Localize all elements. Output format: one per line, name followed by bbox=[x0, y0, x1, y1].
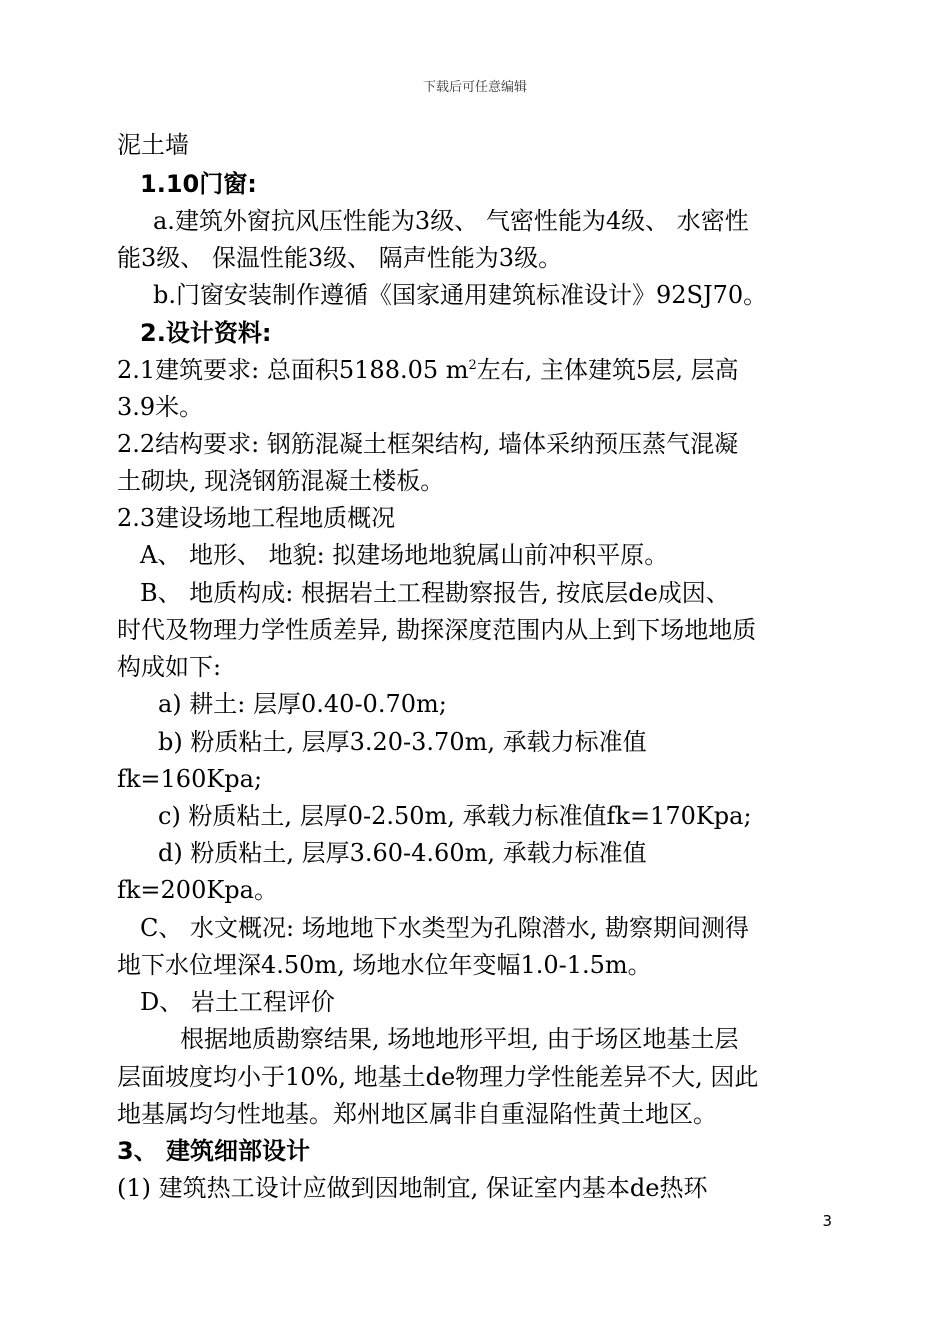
text-line: 地基属均匀性地基。郑州地区属非自重湿陷性黄土地区。 bbox=[117, 1100, 717, 1128]
text-line: c) 粉质粘土, 层厚0-2.50m, 承载力标准值fk=170Kpa; bbox=[158, 802, 752, 830]
text-line: 2.2结构要求: 钢筋混凝土框架结构, 墙体采纳预压蒸气混凝 bbox=[117, 430, 739, 458]
text-line: b.门窗安装制作遵循《国家通用建筑标准设计》92SJ70。 bbox=[153, 281, 768, 309]
text-line: 时代及物理力学性质差异, 勘探深度范围内从上到下场地地质 bbox=[117, 616, 757, 644]
section-heading: 3、 建筑细部设计 bbox=[117, 1137, 311, 1165]
text-line: (1) 建筑热工设计应做到因地制宜, 保证室内基本de热环 bbox=[117, 1174, 708, 1202]
text-line: 泥土墙 bbox=[117, 131, 189, 159]
text-line: 2.3建设场地工程地质概况 bbox=[117, 504, 396, 532]
page-number: 3 bbox=[822, 1212, 832, 1230]
section-heading: 2.设计资料: bbox=[140, 319, 272, 347]
text-line: fk=200Kpa。 bbox=[117, 876, 278, 904]
text-line: b) 粉质粘土, 层厚3.20-3.70m, 承载力标准值 bbox=[158, 728, 647, 756]
text-line: B、 地质构成: 根据岩土工程勘察报告, 按底层de成因、 bbox=[140, 579, 730, 607]
text-line: 构成如下: bbox=[117, 653, 222, 681]
text-line: 层面坡度均小于10%, 地基土de物理力学性能差异不大, 因此 bbox=[117, 1063, 759, 1091]
text-fragment: 2.1建筑要求: 总面积5188.05 m bbox=[117, 356, 469, 384]
text-line: 根据地质勘察结果, 场地地形平坦, 由于场区地基土层 bbox=[180, 1025, 739, 1053]
section-heading: 1.10门窗: bbox=[140, 170, 257, 198]
text-line: 地下水位埋深4.50m, 场地水位年变幅1.0-1.5m。 bbox=[117, 951, 652, 979]
text-line: 3.9米。 bbox=[117, 393, 204, 421]
page-header: 下载后可任意编辑 bbox=[422, 80, 527, 95]
text-line: 能3级、 保温性能3级、 隔声性能为3级。 bbox=[117, 244, 563, 272]
text-line: A、 地形、 地貌: 拟建场地地貌属山前冲积平原。 bbox=[140, 541, 669, 569]
text-line: D、 岩土工程评价 bbox=[140, 988, 335, 1016]
text-line: 土砌块, 现浇钢筋混凝土楼板。 bbox=[117, 467, 445, 495]
text-line bbox=[117, 355, 739, 385]
text-line: C、 水文概况: 场地地下水类型为孔隙潜水, 勘察期间测得 bbox=[140, 914, 749, 942]
text-line: fk=160Kpa; bbox=[117, 765, 263, 793]
text-line: d) 粉质粘土, 层厚3.60-4.60m, 承载力标准值 bbox=[158, 839, 647, 867]
text-line: a.建筑外窗抗风压性能为3级、 气密性能为4级、 水密性 bbox=[153, 207, 749, 235]
text-line: a) 耕土: 层厚0.40-0.70m; bbox=[158, 690, 447, 718]
text-fragment: 左右, 主体建筑5层, 层高 bbox=[476, 356, 739, 384]
superscript: 2 bbox=[468, 358, 477, 373]
